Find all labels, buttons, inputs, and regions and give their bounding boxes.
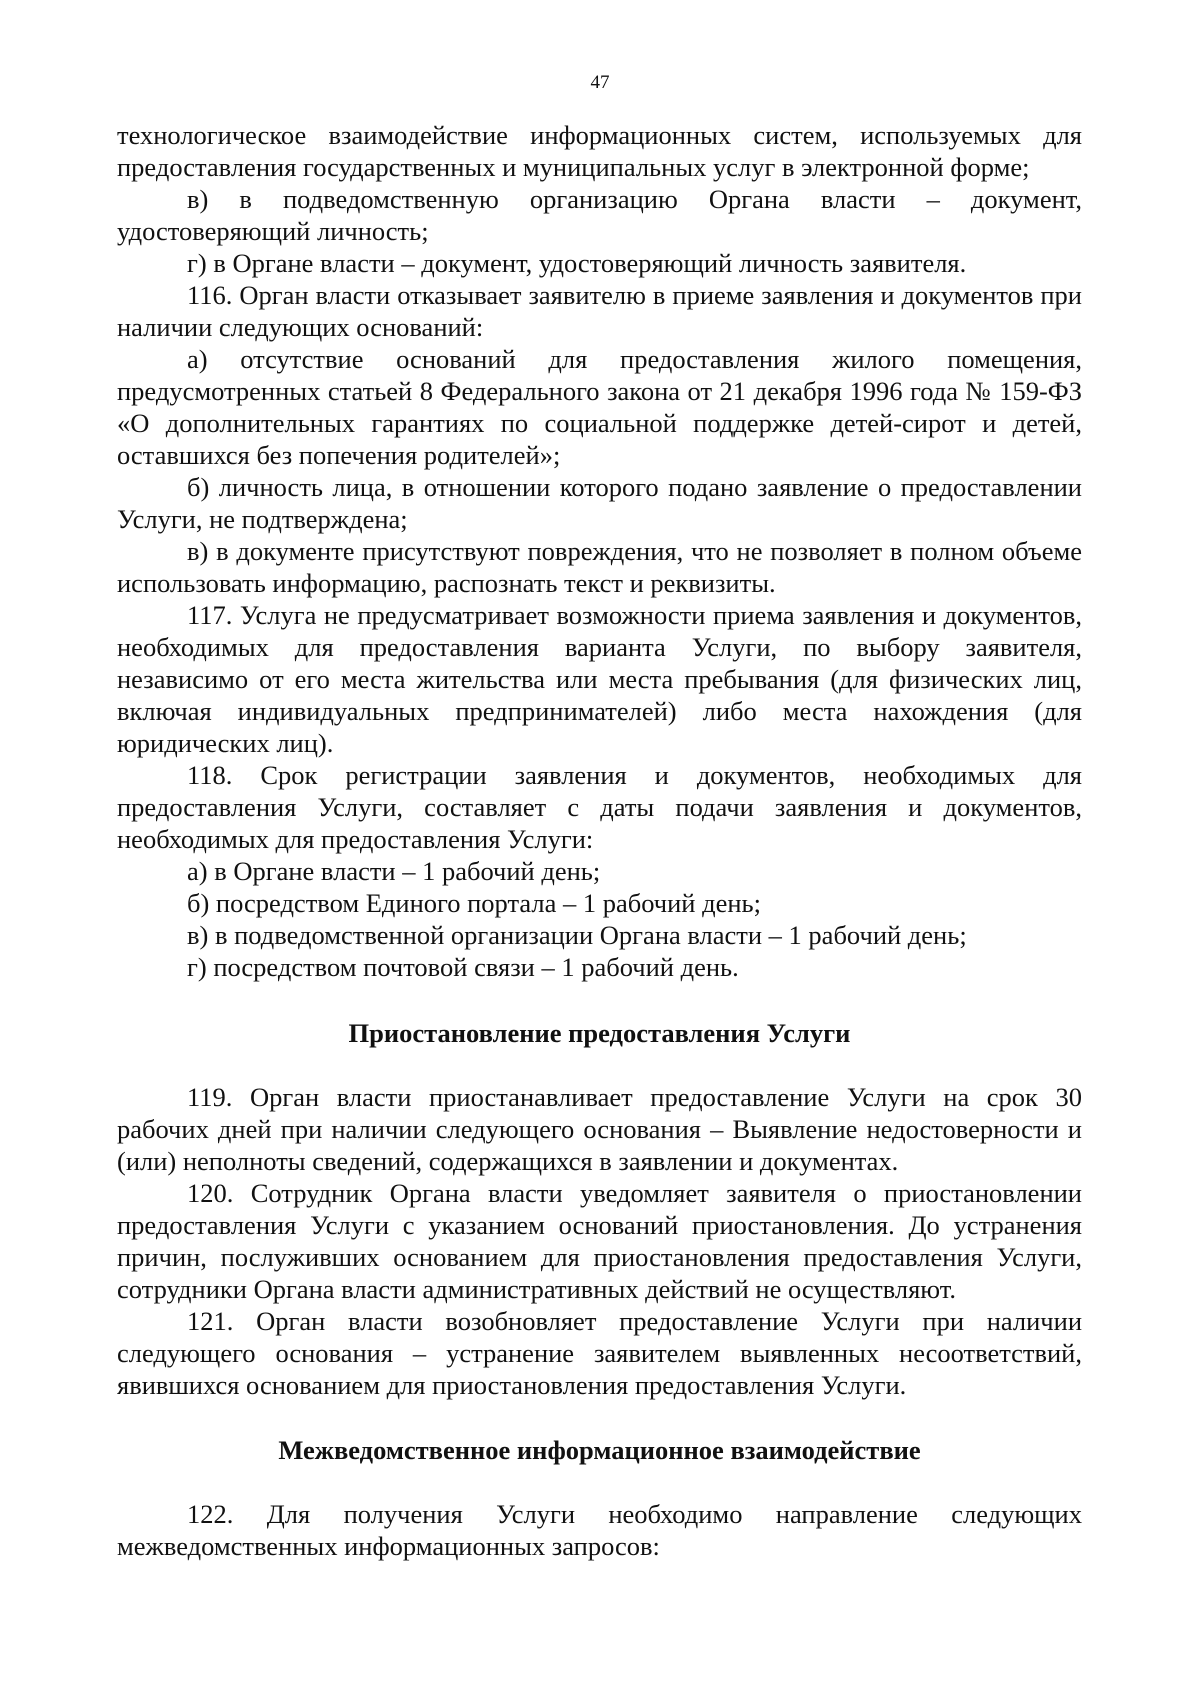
paragraph-continuation: технологическое взаимодействие информационных систем, используемых для предоставления государственных и муниципальных услуг в электронной форме; xyxy=(117,120,1082,182)
paragraph-item-v: в) в подведомственную организацию Органа власти – документ, удостоверяющий личность; xyxy=(117,184,1082,246)
paragraph-116-b: б) личность лица, в отношении которого подано заявление о предоставлении Услуги, не подтверждена; xyxy=(117,472,1082,534)
paragraph-116-a: а) отсутствие оснований для предоставления жилого помещения, предусмотренных статьей 8 Федерального закона от 21 декабря 1996 года № 159-ФЗ «О дополнительных гарантиях по социальной поддержке детей-сирот и детей, оставшихся без попечения родителей»; xyxy=(117,344,1082,470)
paragraph-118-a: а) в Органе власти – 1 рабочий день; xyxy=(187,856,601,886)
paragraph-116-v: в) в документе присутствуют повреждения, что не позволяет в полном объеме использовать информацию, распознать текст и реквизиты. xyxy=(117,536,1082,598)
section-heading-interagency: Межведомственное информационное взаимодействие xyxy=(278,1435,921,1465)
page-number: 47 xyxy=(590,72,610,93)
paragraph-121: 121. Орган власти возобновляет предоставление Услуги при наличии следующего основания – устранение заявителем выявленных несоответствий, явившихся основанием для приостановления предоставления Услуги. xyxy=(117,1306,1082,1400)
paragraph-117: 117. Услуга не предусматривает возможности приема заявления и документов, необходимых для предоставления варианта Услуги, по выбору заявителя, независимо от его места жительства или места пребывания (для физических лиц, включая индивидуальных предпринимателей) либо места нахождения (для юридических лиц). xyxy=(117,600,1082,758)
paragraph-122: 122. Для получения Услуги необходимо направление следующих межведомственных информационных запросов: xyxy=(117,1499,1082,1561)
paragraph-118: 118. Срок регистрации заявления и документов, необходимых для предоставления Услуги, составляет с даты подачи заявления и документов, необходимых для предоставления Услуги: xyxy=(117,760,1082,854)
paragraph-118-b: б) посредством Единого портала – 1 рабочий день; xyxy=(187,888,761,918)
paragraph-item-g: г) в Органе власти – документ, удостоверяющий личность заявителя. xyxy=(187,248,967,278)
paragraph-118-g: г) посредством почтовой связи – 1 рабочий день. xyxy=(187,952,739,982)
paragraph-119: 119. Орган власти приостанавливает предоставление Услуги на срок 30 рабочих дней при наличии следующего основания – Выявление недостоверности и (или) неполноты сведений, содержащихся в заявлении и документах. xyxy=(117,1082,1082,1176)
section-heading-suspension: Приостановление предоставления Услуги xyxy=(348,1018,851,1048)
paragraph-120: 120. Сотрудник Органа власти уведомляет заявителя о приостановлении предоставления Услуги с указанием оснований приостановления. До устранения причин, послуживших основанием для приостановления предоставления Услуги, сотрудники Органа власти административных действий не осуществляют. xyxy=(117,1178,1082,1304)
paragraph-118-v: в) в подведомственной организации Органа власти – 1 рабочий день; xyxy=(187,920,967,950)
document-body xyxy=(117,119,1082,1562)
paragraph-116: 116. Орган власти отказывает заявителю в приеме заявления и документов при наличии следующих оснований: xyxy=(117,280,1082,342)
